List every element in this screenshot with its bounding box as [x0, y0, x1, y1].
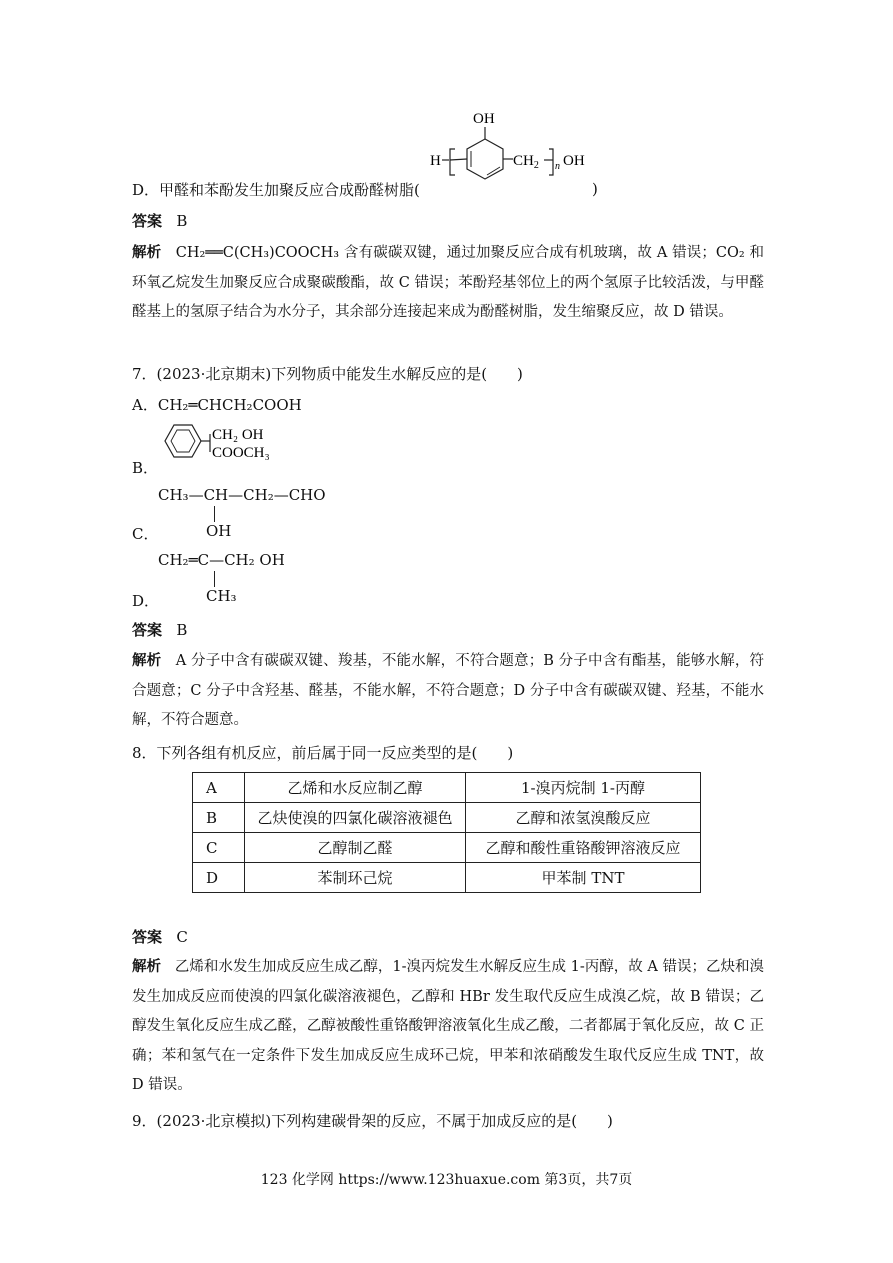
q7-option-b-label: B．	[132, 459, 159, 477]
q6-answer	[132, 211, 187, 231]
q7-option-c-sub: OH	[206, 522, 232, 540]
q9-stem: 9．(2023·北京模拟)下列构建碳骨架的反应，不属于加成反应的是( )	[132, 1112, 613, 1130]
q7-option-c-main: CH₃—CH—CH₂—CHO	[158, 486, 326, 504]
struct-h: H	[430, 153, 441, 169]
q6-option-d: D．甲醛和苯酚发生加聚反应合成酚醛树脂(	[132, 181, 420, 199]
row-second: 乙醇和浓氢溴酸反应	[466, 803, 701, 833]
struct-oh: OH	[473, 111, 495, 127]
answer-value: C	[176, 928, 188, 946]
struct-ch2: $CH_2$	[513, 153, 539, 171]
q7-option-c-label: C．	[132, 525, 159, 543]
answer-label: 答案	[132, 928, 163, 946]
q7-option-d-bond	[214, 571, 215, 587]
row-key: B	[193, 803, 245, 833]
row-key: A	[193, 773, 245, 803]
q7-stem: 7．(2023·北京期末)下列物质中能发生水解反应的是( )	[132, 365, 523, 383]
answer-value: B	[176, 621, 188, 639]
explain-text: A 分子中含有碳碳双键、羧基，不能水解，不符合题意；B 分子中含有酯基，能够水解，符合题意；C 分子中含羟基、醛基，不能水解，不符合题意；D 分子中含有碳碳双键、羟基，不能水解，不符合题意。	[132, 653, 765, 728]
table-row	[193, 773, 701, 803]
row-second: 乙醇和酸性重铬酸钾溶液反应	[466, 833, 701, 863]
q7-option-b-structure	[152, 422, 312, 472]
option-label: A．	[132, 396, 158, 414]
explain-label: 解析	[132, 958, 162, 975]
page-footer: 123 化学网 https://www.123huaxue.com 第3页，共7页	[260, 1172, 633, 1188]
table-row	[193, 803, 701, 833]
option-b-line1: CH₂ OH	[212, 427, 264, 443]
table-row	[193, 833, 701, 863]
q7-option-d-main: CH₂═C—CH₂ OH	[158, 551, 285, 569]
option-b-line2: COOCH₃	[212, 445, 270, 461]
row-first: 乙烯和水反应制乙醇	[245, 773, 466, 803]
row-first: 苯制环己烷	[245, 863, 466, 893]
q8-explanation	[132, 952, 764, 1101]
q7-explanation	[132, 646, 764, 736]
q8-options-table	[192, 772, 701, 893]
row-first: 乙炔使溴的四氯化碳溶液褪色	[245, 803, 466, 833]
explain-label: 解析	[132, 652, 162, 669]
q7-answer	[132, 620, 187, 640]
explain-label: 解析	[132, 244, 162, 261]
row-key: D	[193, 863, 245, 893]
phenolic-resin-structure	[425, 105, 625, 190]
row-second: 甲苯制 TNT	[466, 863, 701, 893]
row-key: C	[193, 833, 245, 863]
answer-value: B	[176, 212, 188, 230]
q8-answer	[132, 927, 188, 947]
q7-option-c-bond	[214, 506, 215, 522]
struct-n: n	[555, 161, 560, 172]
q6-explanation	[132, 238, 764, 328]
explain-text: CH₂══C(CH₃)COOCH₃ 含有碳碳双键，通过加聚反应合成有机玻璃，故 A 错误；CO₂ 和环氧乙烷发生加聚反应合成聚碳酸酯，故 C 错误；苯酚羟基邻位上的两个氢原子比较活泼，与甲醛醛基上的氢原子结合为水分子，其余部分连接起来成为酚醛树脂，发生缩聚反应，故 D 错误。	[132, 245, 765, 320]
row-first: 乙醇制乙醛	[245, 833, 466, 863]
option-formula: CH₂═CHCH₂COOH	[157, 396, 302, 414]
table-row	[193, 863, 701, 893]
struct-oh-end: OH	[563, 153, 585, 169]
q7-option-d-label: D．	[132, 592, 160, 610]
answer-label: 答案	[132, 621, 163, 639]
row-second: 1-溴丙烷制 1-丙醇	[466, 773, 701, 803]
q8-stem: 8．下列各组有机反应，前后属于同一反应类型的是( )	[132, 744, 514, 762]
explain-text: 乙烯和水发生加成反应生成乙醇，1-溴丙烷发生水解反应生成 1-丙醇，故 A 错误；乙炔和溴发生加成反应而使溴的四氯化碳溶液褪色，乙醇和 HBr 发生取代反应生成溴乙烷，故 B 错误；乙醇发生氧化反应生成乙醛，乙醇被酸性重铬酸钾溶液氧化生成乙酸，二者都属于氧化反应，故 C 正确；苯和氢气在一定条件下发生加成反应生成环己烷，甲苯和浓硝酸发生取代反应生成 TNT，故 D 错误。	[132, 959, 765, 1093]
q7-option-a	[132, 395, 302, 415]
q7-option-d-sub: CH₃	[206, 587, 237, 605]
q6-option-d-close: )	[592, 180, 598, 198]
answer-label: 答案	[132, 212, 163, 230]
